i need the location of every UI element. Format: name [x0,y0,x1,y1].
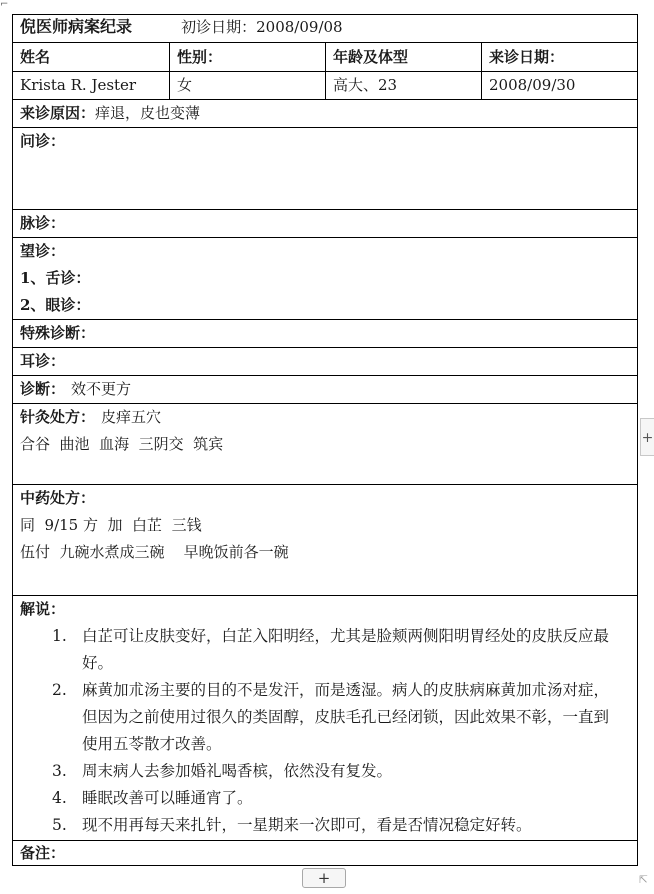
explanation-item [12,623,638,677]
item-number: 4. [52,789,67,807]
table-divider [481,42,482,99]
page-corner-mark: ⌐ [0,0,9,10]
remarks-label: 备注： [20,844,66,862]
explanation-label: 解说： [20,600,66,618]
special-diagnosis-section [12,319,638,347]
record-header [20,12,343,42]
patient-visit-date: 2008/09/30 [489,76,576,94]
explanation-item [12,812,638,839]
item-text: 周末病人去参加婚礼喝香槟，依然没有复发。 [82,762,393,780]
expand-side-tab[interactable]: + [640,418,654,456]
table-divider [169,42,170,99]
explanation-list [12,623,638,839]
item-text: 麻黄加朮汤主要的目的不是发汗，而是透湿。病人的皮肤病麻黄加朮汤对症，但因为之前使用过很久的类固醇，皮肤毛孔已经闭锁，因此效果不彰，一直到使用五苓散才改善。 [82,681,610,753]
herbal-line-2: 伍付 九碗水煮成三碗 早晚饭前各一碗 [20,543,289,561]
item-number: 3. [52,762,67,780]
patient-age-build: 高大、23 [333,76,398,94]
diagnosis-value: 效不更方 [71,380,132,398]
explanation-item [12,758,638,785]
ear-diagnosis-label: 耳诊： [20,352,66,370]
add-page-button[interactable]: + [302,868,346,888]
tongue-diagnosis-label: 1、舌诊： [20,269,91,287]
observation-label: 望诊： [20,242,66,260]
item-text: 睡眠改善可以睡通宵了。 [82,789,253,807]
observation-section [12,237,638,319]
diagnosis-label: 诊断： [20,380,66,398]
item-text: 白芷可让皮肤变好，白芷入阳明经，尤其是脸颊两侧阳明胃经处的皮肤反应最好。 [82,627,610,672]
visit-reason-label: 来诊原因： [20,104,96,122]
pulse-section [12,209,638,237]
table-divider [325,42,326,99]
pulse-label: 脉诊： [20,214,66,232]
header-sex: 性别： [177,48,223,66]
herbal-line-1: 同 9/15 方 加 白芷 三钱 [20,516,202,534]
corner-resize-icon[interactable]: ⇱ [638,873,648,886]
item-text: 现不用再每天来扎针，一星期来一次即可，看是否情况稳定好转。 [82,816,532,834]
acupuncture-label: 针灸处方： [20,408,96,426]
visit-reason-row [12,99,638,127]
header-age-build: 年龄及体型 [333,48,409,66]
acupuncture-points: 合谷 曲池 血海 三阴交 筑宾 [20,435,224,453]
special-diagnosis-label: 特殊诊断： [20,324,96,342]
patient-sex: 女 [177,76,193,94]
patient-name: Krista R. Jester [20,76,137,94]
ear-diagnosis-section [12,347,638,375]
acupuncture-name: 皮痒五穴 [101,408,162,426]
first-visit-date: 2008/09/08 [256,18,343,36]
acupuncture-section [12,403,638,484]
remarks-section [12,840,638,866]
item-number: 5. [52,816,67,834]
item-number: 1. [52,627,67,645]
first-visit [181,18,342,36]
visit-reason-value: 痒退，皮也变薄 [95,104,201,122]
inquiry-label: 问诊： [20,132,66,150]
explanation-item [12,677,638,758]
explanation-item [12,785,638,812]
explanation-section [12,595,638,840]
first-visit-label: 初诊日期： [181,18,257,36]
herbal-label: 中药处方： [20,489,96,507]
eye-diagnosis-label: 2、眼诊： [20,296,91,314]
record-title: 倪医师病案纪录 [20,17,133,36]
inquiry-section [12,127,638,209]
diagnosis-section [12,375,638,403]
item-number: 2. [52,681,67,699]
herbal-section [12,484,638,595]
header-visit-date: 来诊日期： [489,48,565,66]
header-name: 姓名 [20,48,51,66]
